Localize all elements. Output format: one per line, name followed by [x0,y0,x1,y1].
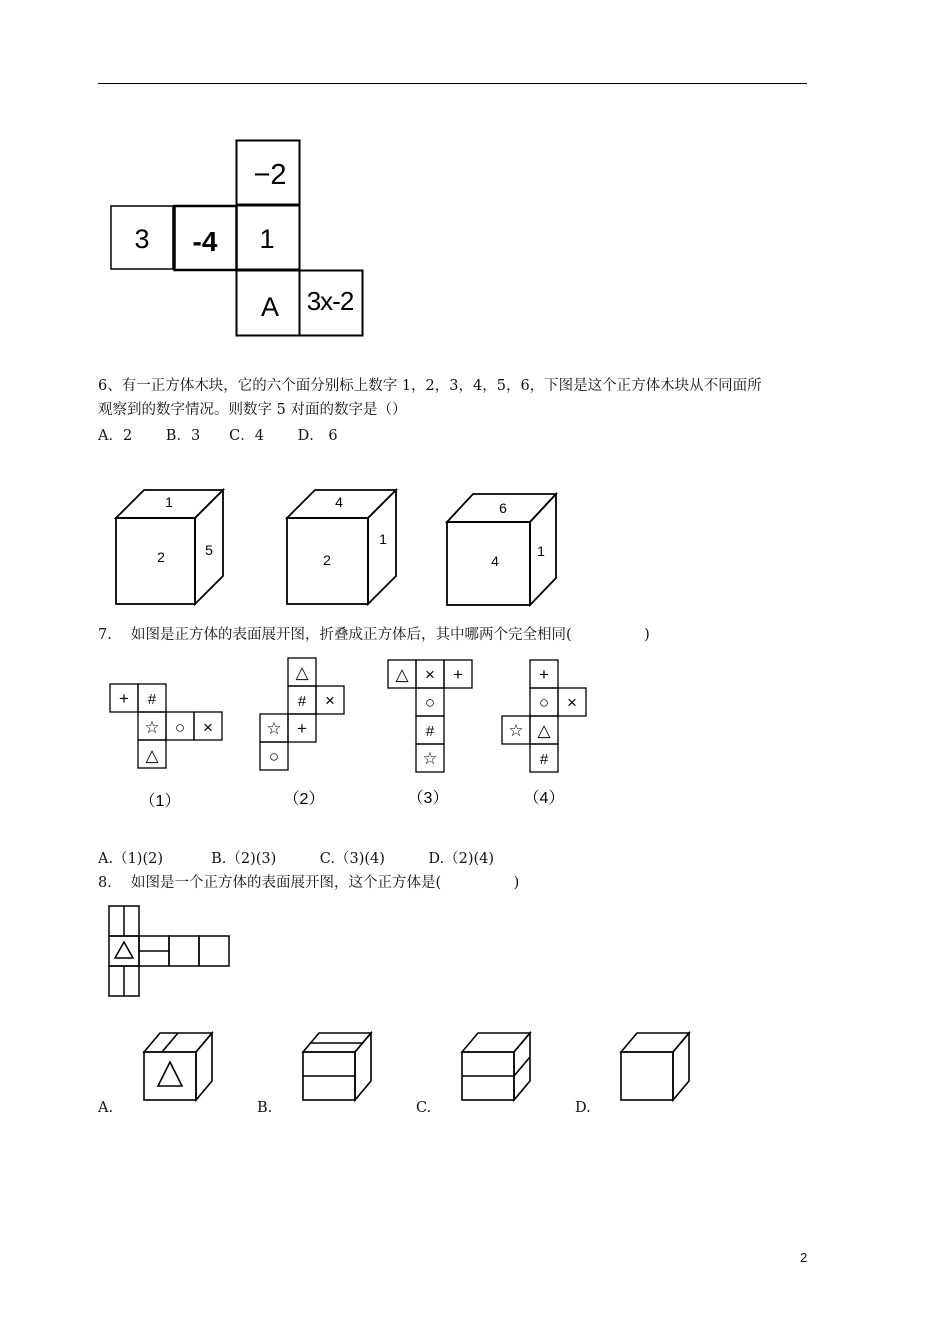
q7-n4-hash: # [539,751,549,768]
q7-label-1: （1） [139,793,181,810]
q7-n4-plus: + [539,665,549,684]
q7-n1-circle: ○ [174,718,186,737]
page-number: 2 [800,1250,808,1265]
q8-net [106,904,234,1000]
header-rule [98,83,807,84]
cube-net-q5 [108,138,368,340]
q7-nets [108,656,590,814]
net-face-A: A [260,292,280,322]
q7-label-2: （2） [283,791,325,808]
q7-n3-star: ☆ [422,749,438,768]
q6-cube-3 [443,490,561,610]
q7-n3-circle: ○ [424,693,436,712]
q8-cube-c [458,1030,534,1104]
q6-cube2-side: 1 [379,531,387,547]
net-face-1: 1 [259,224,275,254]
q7-n2-circle: ○ [268,747,280,766]
q7-n1-triangle: △ [145,746,159,765]
q7-options: A.（1)(2) B.（2)(3) C.（3)(4) D.（2)(4) [98,851,495,867]
q6-cube2-front: 2 [323,552,331,568]
q6-cube3-front: 4 [491,553,499,569]
q6-cube-1 [112,486,228,608]
q7-n3-plus: + [453,665,463,684]
q8-option-a: A. [98,1100,114,1116]
q7-n2-star: ☆ [266,719,282,738]
q7-label-4: （4） [523,790,565,807]
q8-cube-a [140,1030,216,1104]
q6-text-line2: 观察到的数字情况。则数字 5 对面的数字是（） [98,402,407,418]
q7-label-3: （3） [407,790,449,807]
net-face-3x-2: 3x-2 [306,286,354,316]
q6-cube1-front: 2 [157,549,165,565]
q8-option-d: D. [575,1100,591,1116]
q6-cube1-side: 5 [205,542,213,558]
q7-n2-triangle: △ [295,663,309,682]
net-face-3: 3 [134,224,150,254]
q7-n1-plus: + [119,689,129,708]
q8-cube-b [299,1030,375,1104]
q7-n4-star: ☆ [508,721,524,740]
q7-n3-cross: × [425,665,435,684]
q8-option-c: C. [416,1100,432,1116]
q6-cube1-top: 1 [165,494,173,510]
q7-text: 7. 如图是正方体的表面展开图，折叠成正方体后，其中哪两个完全相同( ) [98,627,650,643]
q7-n4-triangle: △ [537,721,551,740]
q7-n4-circle: ○ [538,693,550,712]
net-face-minus-2: −2 [253,159,287,191]
q6-cube-2 [283,486,401,608]
q7-n3-triangle: △ [395,665,409,684]
q6-cube3-top: 6 [499,500,507,516]
q6-options: A．2 B．3 C．4 D． 6 [98,428,338,444]
q8-cube-d [617,1030,693,1104]
q6-cube3-side: 1 [537,543,545,559]
q6-cube2-top: 4 [335,494,343,510]
q7-n3-hash: # [425,723,435,740]
q8-option-b: B. [257,1100,273,1116]
net-face-minus-4: -4 [192,226,218,257]
q7-n2-cross: × [325,691,335,710]
q7-n4-cross: × [567,693,577,712]
q6-text-line1: 6、有一正方体木块，它的六个面分别标上数字 1，2，3，4，5，6，下图是这个正方体木块从不同面所 [98,378,762,394]
q7-n1-hash: # [147,691,157,708]
q8-text: 8. 如图是一个正方体的表面展开图，这个正方体是( ) [98,875,520,891]
q7-n1-cross: × [203,718,213,737]
q7-n2-hash: # [297,693,307,710]
q7-n1-star: ☆ [144,718,160,737]
q7-n2-plus: + [297,719,307,738]
